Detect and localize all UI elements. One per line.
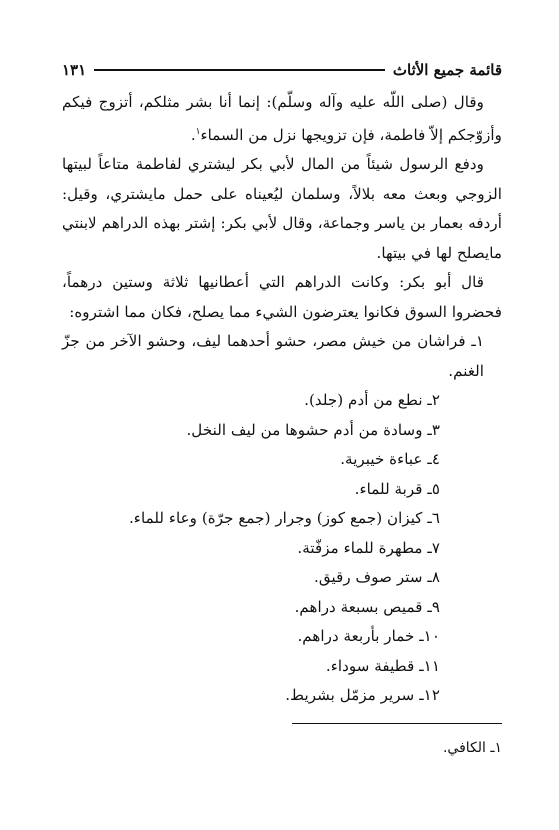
- paragraph-text: وقال (صلى اللّه عليه وآله وسلّم): إنما أنا بشر مثلكم، أتزوج فيكم وأزوّجكم إلاّ فاطمة، فإن تزويجها نزل من السماء: [62, 93, 502, 144]
- paragraph: [62, 88, 502, 150]
- running-header: [62, 58, 502, 82]
- footnote-separator: [292, 723, 502, 725]
- list-item: ١٢ـ سرير مزمّل بشريط.: [285, 686, 440, 705]
- header-title: قائمة جميع الأثاث: [392, 61, 502, 79]
- header-rule: [94, 69, 385, 71]
- list-item: ٩ـ قميص بسبعة دراهم.: [294, 597, 440, 616]
- paragraph: قال أبو بكر: وكانت الدراهم التي أعطانيها ثلاثة وستين درهماً، فحضروا السوق فكانوا يعترضون الشيء مما يصلح، فكان مما اشتروه:: [62, 273, 502, 321]
- list-item: ١٠ـ خمار بأربعة دراهم.: [297, 627, 440, 646]
- list-item: ٤ـ عباءة خيبرية.: [340, 450, 440, 469]
- footnote-reference: ١: [195, 126, 201, 137]
- list-item: ٧ـ مطهرة للماء مزفّتة.: [297, 538, 440, 557]
- paragraph-end: .: [190, 125, 196, 144]
- list-item: ٣ـ وسادة من أدم حشوها من ليف النخل.: [186, 420, 440, 439]
- list-item: ٥ـ قربة للماء.: [354, 479, 440, 498]
- footnote: ١ـ الكافي.: [442, 740, 502, 757]
- furniture-list: [62, 327, 502, 711]
- page-body: [62, 88, 502, 764]
- list-item: ٢ـ نطع من أدم (جلد).: [304, 391, 440, 410]
- page-number: ١٣١: [62, 61, 87, 79]
- list-item: ٨ـ ستر صوف رقيق.: [314, 568, 440, 587]
- list-item: ١ـ فراشان من خيش مصر، حشو أحدهما ليف، وحشو الآخر من جزّ الغنم.: [62, 332, 484, 380]
- book-page: [62, 58, 502, 764]
- list-item: ١١ـ قطيفة سوداء.: [325, 656, 440, 675]
- paragraph: ودفع الرسول شيئاً من المال لأبي بكر ليشتري لفاطمة متاعاً لبيتها الزوجي وبعث معه بلالاً، وسلمان ليُعيناه على حمل مايشتري، وقيل: أردفه بعمار بن ياسر وجماعة، وقال لأبي بكر: إشتر بهذه الدراهم لابنتي مايصلح لها في بيتها.: [62, 155, 502, 262]
- list-item: ٦ـ كيزان (جمع كوز) وجرار (جمع جرّة) وعاء للماء.: [128, 509, 440, 528]
